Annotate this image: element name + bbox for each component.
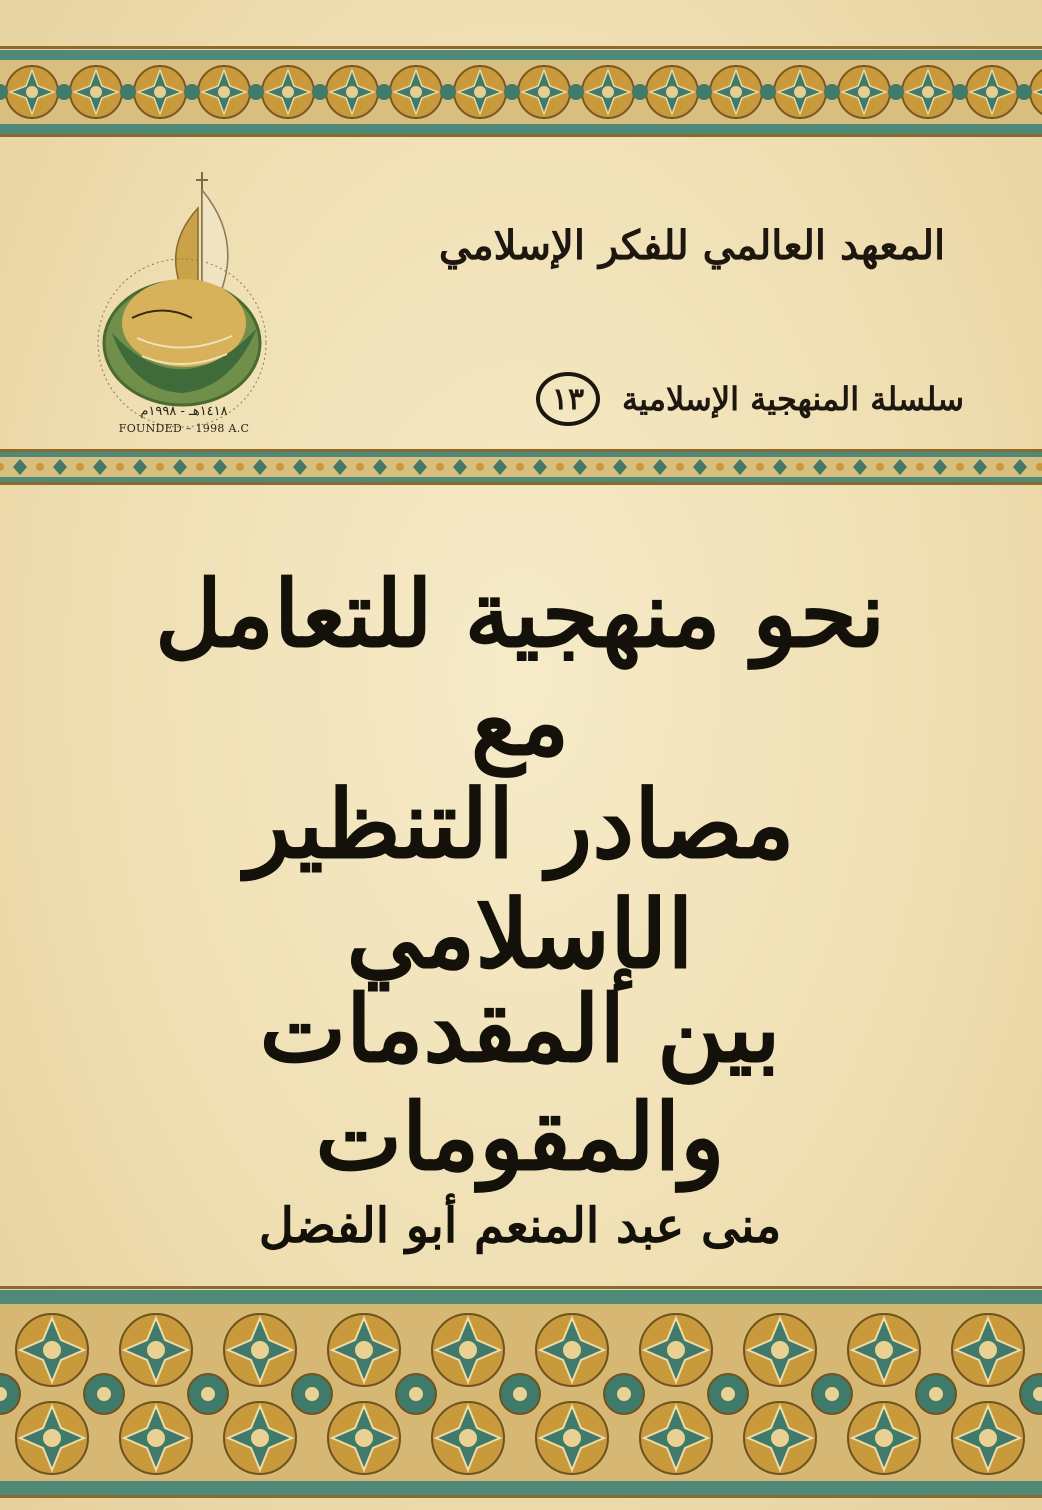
bottom-ornament-band — [0, 1290, 1042, 1495]
bottom-rule-lower — [0, 1495, 1042, 1498]
logo-founded: FOUNDED – 1998 A.C — [118, 422, 250, 435]
top-rule-upper — [0, 46, 1042, 49]
logo-date: ١٤١٨هـ - ١٩٩٨م — [140, 404, 228, 419]
title-line-3: بين المقدمات والمقومات — [259, 975, 781, 1191]
ship-crescent-emblem-icon — [92, 168, 272, 438]
title-line-2: مصادر التنظير الإسلامي — [245, 770, 795, 990]
top-ornament-band — [0, 50, 1042, 134]
institute-name: المعهد العالمي للفكر الإسلامي — [438, 222, 946, 269]
series-number-badge: ١٣ — [536, 372, 600, 426]
series-name: سلسلة المنهجية الإسلامية — [622, 380, 964, 418]
title-line-1: نحو منهجية للتعامل مع — [154, 560, 886, 776]
author-name: منى عبد المنعم أبو الفضل — [258, 1198, 782, 1254]
series-row — [444, 364, 964, 434]
institute-logo — [92, 168, 272, 438]
top-rule-lower — [0, 134, 1042, 137]
mid-rule-lower — [0, 482, 1042, 485]
bottom-rule-upper — [0, 1286, 1042, 1289]
mid-ornament-band — [0, 452, 1042, 482]
